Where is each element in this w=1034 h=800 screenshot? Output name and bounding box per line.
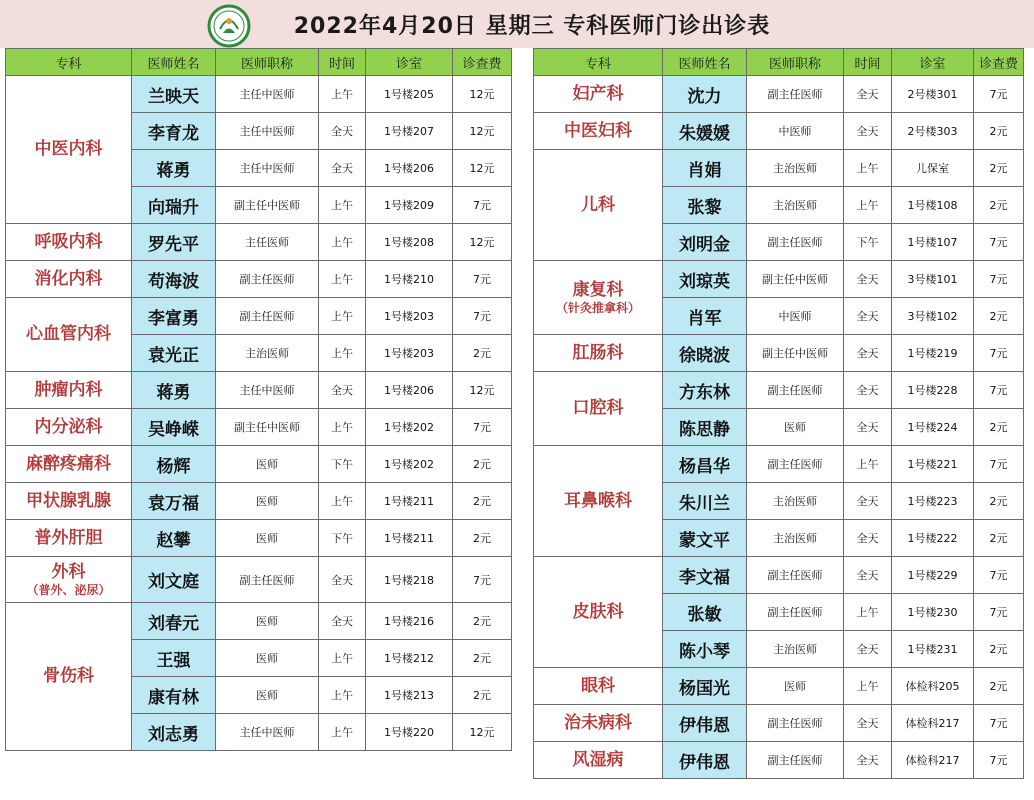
department-cell [534,557,663,668]
department-label: 甲状腺乳腺 [26,490,111,511]
table-row [534,76,1024,113]
doctor-name-cell: 蒋勇 [132,372,216,409]
doctor-title-cell: 主任中医师 [216,113,319,150]
time-cell: 上午 [844,446,892,483]
column-header-room: 诊室 [892,49,974,76]
time-cell: 上午 [319,298,366,335]
column-header-title: 医师职称 [216,49,319,76]
time-cell: 上午 [319,483,366,520]
table-row [6,409,512,446]
department-label: 中医内科 [34,139,103,160]
table-row [534,113,1024,150]
table-row [534,372,1024,409]
column-header-name: 医师姓名 [663,49,747,76]
department-cell [534,335,663,372]
department-label: 外科 [51,562,86,583]
time-cell: 全天 [844,520,892,557]
department-cell [6,557,132,603]
doctor-title-cell: 主治医师 [216,335,319,372]
room-cell: 1号楼202 [366,409,453,446]
fee-cell: 7元 [974,76,1024,113]
room-cell: 2号楼303 [892,113,974,150]
fee-cell: 7元 [974,224,1024,261]
fee-cell: 7元 [453,298,512,335]
doctor-title-cell: 副主任医师 [747,76,844,113]
table-row [6,557,512,603]
doctor-title-cell: 主任中医师 [216,76,319,113]
doctor-title-cell: 主任医师 [216,224,319,261]
fee-cell: 2元 [453,520,512,557]
table-row [6,372,512,409]
fee-cell: 7元 [974,742,1024,779]
doctor-name-cell: 肖娟 [663,150,747,187]
room-cell: 1号楼211 [366,520,453,557]
page-title: 2022年4月20日 星期三 专科医师门诊出诊表 [293,13,771,39]
fee-cell: 2元 [453,483,512,520]
department-label: 骨伤科 [43,666,94,687]
department-cell [6,224,132,261]
doctor-name-cell: 刘明金 [663,224,747,261]
doctor-name-cell: 李文福 [663,557,747,594]
time-cell: 全天 [844,261,892,298]
doctor-name-cell: 王强 [132,640,216,677]
schedule-body-left [6,76,512,751]
fee-cell: 2元 [974,631,1024,668]
department-label: 风湿病 [572,749,624,770]
time-cell: 全天 [319,603,366,640]
room-cell: 1号楼223 [892,483,974,520]
doctor-title-cell: 医师 [216,677,319,714]
room-cell: 1号楼220 [366,714,453,751]
doctor-title-cell: 医师 [216,603,319,640]
department-label: 耳鼻喉科 [564,490,632,511]
doctor-title-cell: 医师 [216,483,319,520]
doctor-name-cell: 袁万福 [132,483,216,520]
time-cell: 上午 [319,224,366,261]
table-row [534,742,1024,779]
fee-cell: 2元 [453,446,512,483]
time-cell: 下午 [844,224,892,261]
department-cell [534,113,663,150]
department-cell [534,150,663,261]
doctor-title-cell: 医师 [216,446,319,483]
time-cell: 全天 [844,631,892,668]
time-cell: 全天 [844,483,892,520]
room-cell: 1号楼229 [892,557,974,594]
doctor-title-cell: 中医师 [747,298,844,335]
room-cell: 1号楼205 [366,76,453,113]
doctor-name-cell: 杨辉 [132,446,216,483]
fee-cell: 2元 [974,298,1024,335]
room-cell: 1号楼203 [366,335,453,372]
fee-cell: 2元 [453,677,512,714]
doctor-name-cell: 沈力 [663,76,747,113]
header-row [6,49,512,76]
room-cell: 2号楼301 [892,76,974,113]
doctor-name-cell: 伊伟恩 [663,742,747,779]
time-cell: 上午 [319,409,366,446]
department-cell [534,446,663,557]
column-header-time: 时间 [844,49,892,76]
room-cell: 1号楼202 [366,446,453,483]
doctor-name-cell: 伊伟恩 [663,705,747,742]
department-label: 肛肠科 [572,342,624,363]
department-label: 儿科 [581,194,615,215]
department-sublabel: （针灸推拿科） [555,300,640,315]
column-header-title: 医师职称 [747,49,844,76]
room-cell: 1号楼222 [892,520,974,557]
department-cell [534,668,663,705]
doctor-name-cell: 张敏 [663,594,747,631]
doctor-title-cell: 副主任医师 [216,261,319,298]
schedule-body-right [534,76,1024,779]
fee-cell: 12元 [453,76,512,113]
time-cell: 上午 [844,150,892,187]
room-cell: 1号楼206 [366,372,453,409]
department-cell [6,446,132,483]
doctor-title-cell: 主治医师 [747,631,844,668]
room-cell: 1号楼107 [892,224,974,261]
room-cell: 1号楼209 [366,187,453,224]
room-cell: 1号楼218 [366,557,453,603]
fee-cell: 7元 [974,261,1024,298]
department-cell [6,409,132,446]
department-label: 心血管内科 [26,324,111,345]
doctor-name-cell: 李育龙 [132,113,216,150]
time-cell: 全天 [844,113,892,150]
doctor-title-cell: 医师 [747,668,844,705]
fee-cell: 7元 [453,557,512,603]
time-cell: 全天 [844,557,892,594]
doctor-name-cell: 赵攀 [132,520,216,557]
department-label: 肿瘤内科 [34,379,103,400]
room-cell: 1号楼216 [366,603,453,640]
doctor-name-cell: 张黎 [663,187,747,224]
doctor-name-cell: 蒙文平 [663,520,747,557]
column-header-dept: 专科 [6,49,132,76]
column-header-name: 医师姓名 [132,49,216,76]
doctor-name-cell: 肖军 [663,298,747,335]
department-sublabel: （普外、泌尿） [26,582,111,597]
doctor-title-cell: 副主任医师 [216,298,319,335]
table-row [6,483,512,520]
room-cell: 1号楼210 [366,261,453,298]
fee-cell: 12元 [453,224,512,261]
department-cell [534,261,663,335]
fee-cell: 2元 [974,520,1024,557]
table-row [6,603,512,640]
time-cell: 全天 [844,742,892,779]
time-cell: 上午 [319,335,366,372]
doctor-title-cell: 医师 [216,640,319,677]
fee-cell: 2元 [974,483,1024,520]
doctor-title-cell: 副主任医师 [747,742,844,779]
doctor-title-cell: 主治医师 [747,483,844,520]
fee-cell: 2元 [974,409,1024,446]
time-cell: 全天 [844,335,892,372]
room-cell: 1号楼212 [366,640,453,677]
doctor-name-cell: 袁光正 [132,335,216,372]
room-cell: 儿保室 [892,150,974,187]
fee-cell: 7元 [974,705,1024,742]
department-cell [6,483,132,520]
fee-cell: 7元 [453,261,512,298]
room-cell: 体检科217 [892,742,974,779]
time-cell: 全天 [844,372,892,409]
time-cell: 全天 [319,557,366,603]
room-cell: 1号楼213 [366,677,453,714]
doctor-name-cell: 杨国光 [663,668,747,705]
schedule-table-left [5,48,512,751]
department-cell [534,372,663,446]
doctor-title-cell: 副主任医师 [747,594,844,631]
table-row [534,335,1024,372]
room-cell: 1号楼224 [892,409,974,446]
doctor-name-cell: 苟海波 [132,261,216,298]
table-row [534,705,1024,742]
department-cell [534,76,663,113]
doctor-name-cell: 徐晓波 [663,335,747,372]
time-cell: 上午 [319,640,366,677]
department-label: 消化内科 [34,268,103,289]
doctor-name-cell: 方东林 [663,372,747,409]
table-row [6,261,512,298]
time-cell: 全天 [319,150,366,187]
doctor-name-cell: 罗先平 [132,224,216,261]
department-cell [534,742,663,779]
doctor-name-cell: 陈小琴 [663,631,747,668]
room-cell: 1号楼207 [366,113,453,150]
department-cell [6,76,132,224]
doctor-name-cell: 向瑞升 [132,187,216,224]
table-row [6,224,512,261]
department-label: 麻醉疼痛科 [26,453,111,474]
schedule-table-right [533,48,1024,779]
doctor-name-cell: 兰映天 [132,76,216,113]
doctor-title-cell: 医师 [216,520,319,557]
room-cell: 3号楼102 [892,298,974,335]
doctor-name-cell: 蒋勇 [132,150,216,187]
time-cell: 全天 [844,409,892,446]
time-cell: 上午 [844,668,892,705]
column-header-fee: 诊查费 [974,49,1024,76]
department-label: 呼吸内科 [34,231,103,252]
doctor-title-cell: 副主任医师 [747,446,844,483]
doctor-title-cell: 副主任中医师 [747,335,844,372]
doctor-name-cell: 陈思静 [663,409,747,446]
room-cell: 1号楼230 [892,594,974,631]
doctor-name-cell: 刘志勇 [132,714,216,751]
doctor-title-cell: 主任中医师 [216,150,319,187]
doctor-title-cell: 副主任中医师 [216,409,319,446]
department-label: 皮肤科 [572,601,624,622]
room-cell: 1号楼228 [892,372,974,409]
doctor-title-cell: 副主任医师 [747,372,844,409]
table-row [6,76,512,113]
table-row [6,446,512,483]
room-cell: 1号楼221 [892,446,974,483]
department-label: 治未病科 [564,712,632,733]
time-cell: 全天 [844,76,892,113]
doctor-title-cell: 主治医师 [747,150,844,187]
fee-cell: 7元 [974,372,1024,409]
table-row [534,446,1024,483]
table-row [534,261,1024,298]
time-cell: 上午 [319,677,366,714]
time-cell: 上午 [844,594,892,631]
department-label: 普外肝胆 [34,527,103,548]
table-row [6,298,512,335]
room-cell: 1号楼206 [366,150,453,187]
doctor-name-cell: 吴峥嵘 [132,409,216,446]
room-cell: 1号楼211 [366,483,453,520]
table-row [534,557,1024,594]
room-cell: 1号楼108 [892,187,974,224]
doctor-name-cell: 康有林 [132,677,216,714]
doctor-name-cell: 刘琼英 [663,261,747,298]
doctor-title-cell: 主治医师 [747,187,844,224]
fee-cell: 2元 [453,640,512,677]
fee-cell: 7元 [453,409,512,446]
time-cell: 全天 [319,113,366,150]
department-label: 口腔科 [572,398,624,419]
time-cell: 全天 [844,705,892,742]
time-cell: 上午 [319,714,366,751]
doctor-title-cell: 主任中医师 [216,714,319,751]
doctor-title-cell: 副主任医师 [747,705,844,742]
fee-cell: 2元 [974,668,1024,705]
fee-cell: 2元 [974,187,1024,224]
department-cell [6,520,132,557]
room-cell: 1号楼231 [892,631,974,668]
time-cell: 上午 [319,261,366,298]
doctor-title-cell: 副主任医师 [747,557,844,594]
column-header-dept: 专科 [534,49,663,76]
department-cell [534,705,663,742]
doctor-title-cell: 主任中医师 [216,372,319,409]
fee-cell: 2元 [974,113,1024,150]
fee-cell: 2元 [453,335,512,372]
title-bar [0,0,1034,48]
department-label: 眼科 [581,675,615,696]
fee-cell: 2元 [453,603,512,640]
fee-cell: 2元 [974,150,1024,187]
room-cell: 体检科217 [892,705,974,742]
fee-cell: 7元 [453,187,512,224]
table-row [534,668,1024,705]
fee-cell: 12元 [453,113,512,150]
doctor-title-cell: 副主任医师 [216,557,319,603]
column-header-time: 时间 [319,49,366,76]
table-row [534,150,1024,187]
room-cell: 1号楼219 [892,335,974,372]
doctor-name-cell: 杨昌华 [663,446,747,483]
doctor-name-cell: 刘文庭 [132,557,216,603]
doctor-title-cell: 副主任中医师 [747,261,844,298]
fee-cell: 7元 [974,446,1024,483]
time-cell: 上午 [319,76,366,113]
doctor-name-cell: 李富勇 [132,298,216,335]
room-cell: 1号楼203 [366,298,453,335]
time-cell: 下午 [319,446,366,483]
table-row [6,520,512,557]
department-label: 妇产科 [572,83,624,104]
doctor-name-cell: 刘春元 [132,603,216,640]
department-cell [6,372,132,409]
doctor-name-cell: 朱川兰 [663,483,747,520]
doctor-title-cell: 副主任中医师 [216,187,319,224]
time-cell: 全天 [319,372,366,409]
column-header-fee: 诊查费 [453,49,512,76]
time-cell: 全天 [844,298,892,335]
fee-cell: 12元 [453,714,512,751]
room-cell: 3号楼101 [892,261,974,298]
room-cell: 1号楼208 [366,224,453,261]
doctor-title-cell: 医师 [747,409,844,446]
doctor-title-cell: 副主任医师 [747,224,844,261]
time-cell: 上午 [844,187,892,224]
header-row [534,49,1024,76]
department-cell [6,603,132,751]
column-header-room: 诊室 [366,49,453,76]
doctor-title-cell: 中医师 [747,113,844,150]
department-cell [6,298,132,372]
room-cell: 体检科205 [892,668,974,705]
doctor-name-cell: 朱媛媛 [663,113,747,150]
department-cell [6,261,132,298]
time-cell: 上午 [319,187,366,224]
fee-cell: 7元 [974,335,1024,372]
fee-cell: 12元 [453,150,512,187]
department-label: 内分泌科 [34,416,103,437]
time-cell: 下午 [319,520,366,557]
fee-cell: 12元 [453,372,512,409]
department-label: 康复科 [572,280,624,301]
hospital-logo-icon [207,4,251,48]
doctor-title-cell: 主治医师 [747,520,844,557]
fee-cell: 7元 [974,594,1024,631]
department-label: 中医妇科 [564,120,632,141]
fee-cell: 7元 [974,557,1024,594]
